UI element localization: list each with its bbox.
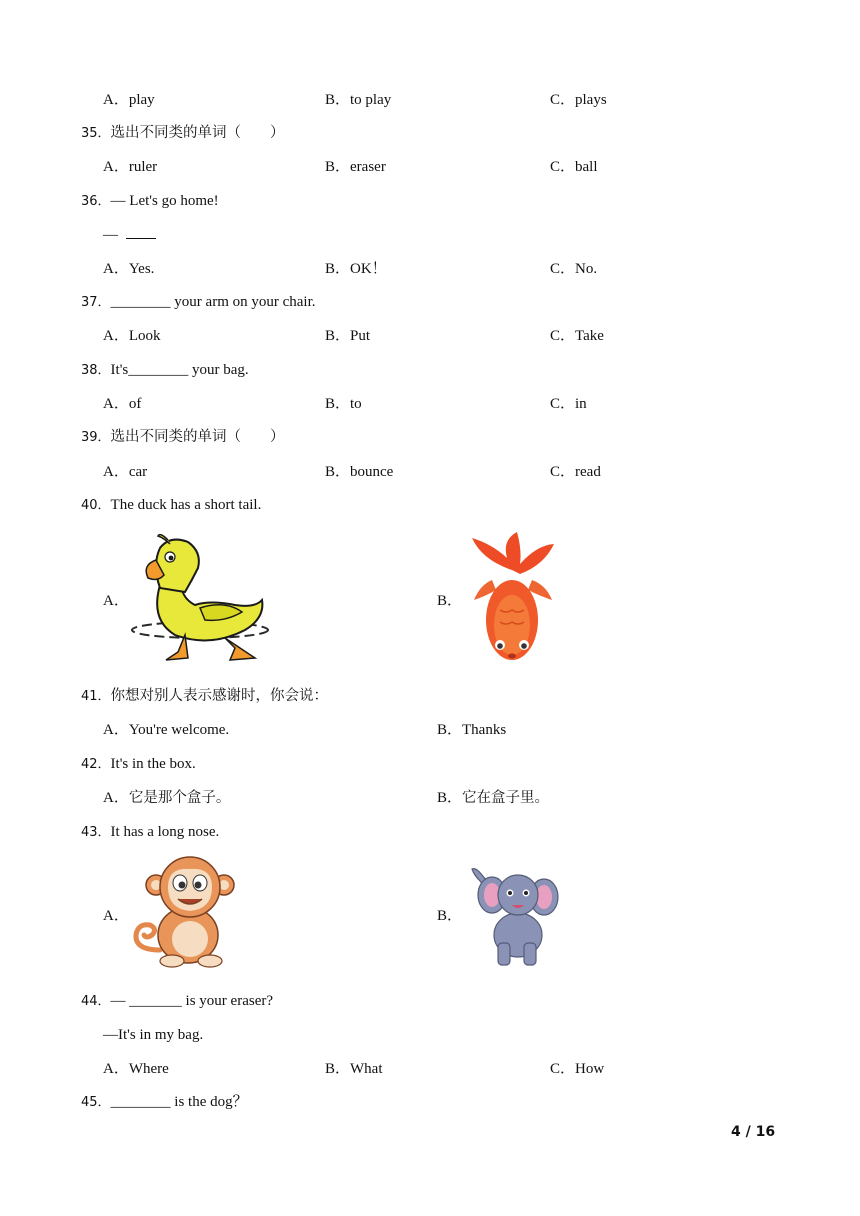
question-number: 36． [81,194,111,209]
option-text: 它是那个盒子。 [128,790,231,806]
option-letter: A． [103,464,129,480]
option-letter: C． [550,396,576,412]
question-number: 43． [81,825,111,840]
dialogue-answer [103,1025,203,1045]
question-number: 45． [81,1095,111,1110]
option-text: What [350,1061,383,1077]
option-a[interactable] [103,788,230,808]
question-text: It's in the box. [110,756,196,772]
option-a[interactable] [103,394,141,414]
option-a[interactable] [103,157,157,177]
question-number: 35． [81,126,111,141]
option-b[interactable] [325,462,393,482]
question-number: 40． [81,498,111,513]
question-text: ________ is the dog？ [110,1094,248,1110]
option-b[interactable] [325,326,370,346]
option-letter: A． [103,261,129,277]
question-42 [81,754,196,775]
option-a[interactable] [103,462,147,482]
option-a[interactable] [103,259,154,279]
option-letter: A． [103,722,129,738]
question-37 [81,292,316,313]
option-letter: A． [103,1061,129,1077]
option-c[interactable] [550,1059,604,1079]
question-40 [81,495,261,516]
option-b-label[interactable] [437,591,462,611]
option-text: Thanks [462,722,507,738]
option-letter: C． [550,159,576,175]
option-b[interactable] [325,157,386,177]
option-letter: B． [437,908,463,924]
option-a[interactable] [103,326,161,346]
question-text: It has a long nose. [110,824,220,840]
question-43 [81,822,219,843]
question-36 [81,191,219,212]
answer-blank[interactable] [126,226,156,239]
option-text: Where [128,1061,169,1077]
question-text: It's________ your bag. [110,362,249,378]
question-44 [81,991,273,1012]
option-c[interactable] [550,90,607,110]
option-text: How [575,1061,605,1077]
option-text: plays [575,92,607,108]
option-c[interactable] [550,462,601,482]
dash: — [103,227,118,243]
option-a[interactable] [103,90,155,110]
page-number: 4 / 16 [731,1124,776,1140]
option-letter: B． [325,328,351,344]
option-letter: B． [325,92,351,108]
option-c[interactable] [550,157,598,177]
question-text: 选出不同类的单词（ ） [110,429,285,445]
option-c[interactable] [550,326,604,346]
option-letter: A． [103,92,129,108]
option-text: ruler [128,159,158,175]
option-letter: C． [550,328,576,344]
question-text: — Let's go home! [110,193,219,209]
option-a[interactable] [103,1059,169,1079]
question-41 [81,686,328,707]
option-text: No. [575,261,598,277]
elephant-image[interactable] [462,855,562,970]
option-a-label[interactable] [103,591,129,611]
question-text: The duck has a short tail. [110,497,262,513]
question-number: 44． [81,994,111,1009]
option-text: read [575,464,601,480]
question-number: 39． [81,430,111,445]
question-text: — _______ is your eraser? [110,993,274,1009]
option-b[interactable] [325,1059,383,1079]
option-b[interactable] [437,788,549,808]
option-letter: A． [103,908,129,924]
option-letter: A． [103,328,129,344]
option-a-label[interactable] [103,906,129,926]
question-number: 37． [81,295,111,310]
option-letter: A． [103,159,129,175]
question-text: 选出不同类的单词（ ） [110,125,285,141]
goldfish-image[interactable] [462,530,562,668]
option-letter: C． [550,464,576,480]
question-text: 你想对别人表示感谢时，你会说： [110,688,329,704]
question-number: 38． [81,363,111,378]
option-letter: C． [550,92,576,108]
option-text: Put [350,328,371,344]
option-letter: A． [103,593,129,609]
option-letter: B． [437,593,463,609]
monkey-image[interactable] [130,855,242,970]
option-letter: C． [550,1061,576,1077]
question-39 [81,427,285,448]
option-b[interactable] [437,720,506,740]
option-text: ball [575,159,598,175]
answer-blank-line [103,225,156,245]
option-letter: B． [325,396,351,412]
option-letter: B． [325,1061,351,1077]
option-b-label[interactable] [437,906,462,926]
question-text: ________ your arm on your chair. [110,294,316,310]
question-35 [81,123,285,144]
question-number: 42． [81,757,111,772]
option-letter: B． [437,790,463,806]
option-letter: A． [103,396,129,412]
duck-image[interactable] [130,530,275,668]
option-letter: B． [325,261,351,277]
option-letter: B． [437,722,463,738]
option-text: OK！ [350,261,387,277]
question-38 [81,360,249,381]
option-letter: B． [325,159,351,175]
question-number: 41． [81,689,111,704]
option-letter: A． [103,790,129,806]
option-c[interactable] [550,259,597,279]
option-letter: C． [550,261,576,277]
option-c[interactable] [550,394,587,414]
option-text: play [128,92,155,108]
option-text: Take [575,328,604,344]
option-b[interactable] [325,394,362,414]
option-text: 它在盒子里。 [462,790,550,806]
option-text: You're welcome. [128,722,230,738]
option-a[interactable] [103,720,229,740]
option-text: Yes. [128,261,155,277]
option-text: bounce [350,464,394,480]
option-text: Look [128,328,161,344]
option-letter: B． [325,464,351,480]
option-text: to [350,396,362,412]
option-text: car [128,464,148,480]
option-b[interactable] [325,259,387,279]
option-b[interactable] [325,90,391,110]
option-text: to play [350,92,392,108]
option-text: in [575,396,587,412]
option-text: eraser [350,159,386,175]
answer-text: —It's in my bag. [103,1027,204,1043]
option-text: of [128,396,142,412]
question-45 [81,1092,248,1113]
